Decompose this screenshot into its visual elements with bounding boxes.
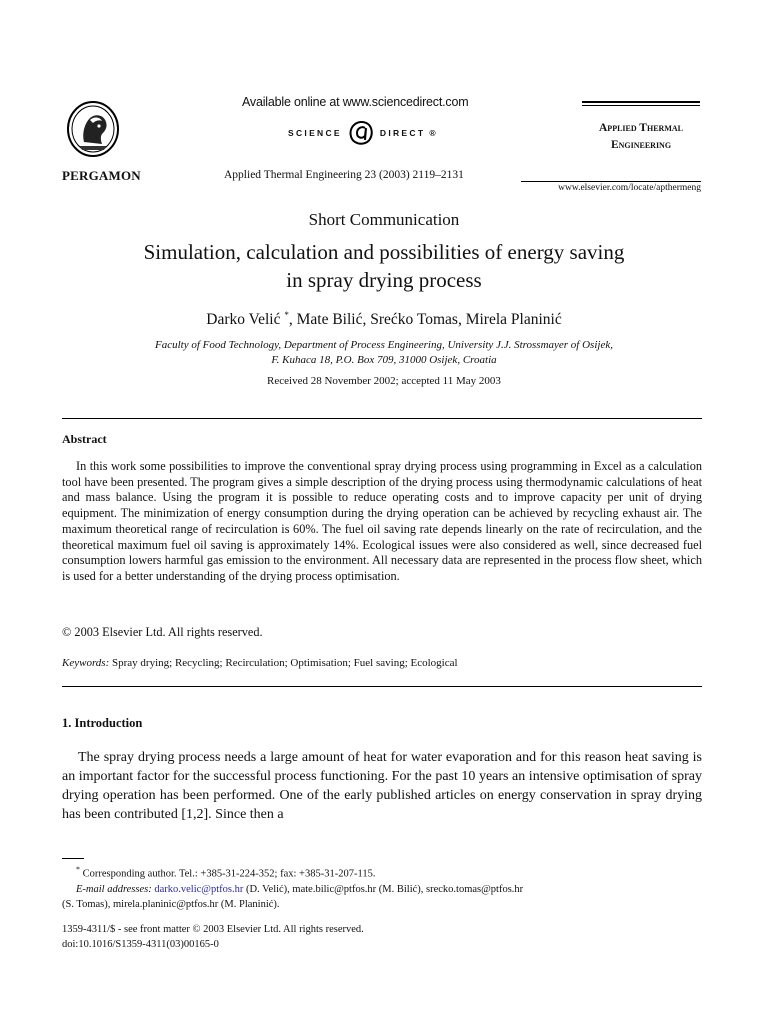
sciencedirect-at-icon [346, 118, 376, 148]
abstract-heading: Abstract [62, 432, 107, 446]
journal-url: www.elsevier.com/locate/apthermeng [558, 183, 701, 193]
publisher-name: PERGAMON [62, 168, 141, 183]
section-heading-introduction: 1. Introduction [62, 716, 143, 730]
sciencedirect-word-science: SCIENCE [288, 128, 342, 138]
email-list-rest: (D. Velić), mate.bilic@ptfos.hr (M. Bilić), srecko.tomas@ptfos.hr [243, 883, 524, 895]
sciencedirect-word-direct: DIRECT [379, 128, 426, 138]
abstract-body [62, 459, 702, 585]
other-authors: , Mate Bilić, Srećko Tomas, Mirela Planinić [288, 311, 562, 329]
introduction-body [62, 748, 702, 824]
author-list [0, 310, 768, 329]
abstract-rule-top [62, 418, 702, 419]
sciencedirect-availability: Available online at www.sciencedirect.com [242, 95, 469, 109]
received-dates: Received 28 November 2002; accepted 11 May 2003 [267, 375, 501, 387]
title-line2: in spray drying process [286, 268, 482, 292]
affiliation-line2: F. Kuhaca 18, P.O. Box 709, 31000 Osijek, Croatia [271, 354, 497, 366]
journal-citation: Applied Thermal Engineering 23 (2003) 2119–2131 [224, 169, 464, 181]
footnote-rule [62, 858, 84, 859]
corresponding-mark[interactable]: * [284, 310, 289, 320]
article-title [60, 238, 708, 294]
abstract-text: In this work some possibilities to improve the conventional spray drying process using programming in Excel as a calculation tool have been presented. The program gives a simple description of the drying process using thermodynamic calculations of heat and mass balance. Using the program it is possible to reduce operating costs and to improve capacity per unit of drying equipment. The minimization of energy consumption during the drying operation can be achieved by recycling exhaust air. The maximum theoretical range of recirculation is 60%. The fuel oil saving rate depends linearly on the rate of recirculation, and the theoretical maximum fuel oil saving is approximately 14%. Ecological issues were also considered as well, since decreased fuel consumption lowers harmful gas emission to the environment. All necessary data are represented in the process flow sheet, which is used for a better understanding of the drying process optimisation. [62, 459, 702, 583]
journal-name [582, 120, 700, 154]
footnote-corresponding [62, 862, 702, 882]
issn-copyright: 1359-4311/$ - see front matter © 2003 Elsevier Ltd. All rights reserved. [62, 924, 364, 935]
corresponding-details: Corresponding author. Tel.: +385-31-224-352; fax: +385-31-207-115. [82, 868, 376, 880]
abstract-rule-bottom [62, 686, 702, 687]
journal-rule-bottom [521, 181, 701, 182]
author-corresponding: Darko Velić [206, 311, 281, 329]
front-matter [62, 922, 364, 952]
elsevier-emblem-logo [66, 100, 120, 158]
title-line1: Simulation, calculation and possibilities of energy saving [143, 240, 625, 264]
journal-name-line1: Applied Thermal [599, 122, 683, 134]
affiliation-line1: Faculty of Food Technology, Department of Process Engineering, University J.J. Strossmayer of Osijek, [155, 339, 613, 351]
footnote-emails-line2: (S. Tomas), mirela.planinic@ptfos.hr (M. Planinić). [62, 898, 280, 910]
email-label: E-mail addresses: [76, 883, 152, 895]
registered-mark: ® [429, 128, 436, 138]
footnote-emails [62, 882, 702, 897]
abstract-copyright: © 2003 Elsevier Ltd. All rights reserved. [62, 625, 263, 639]
keywords [62, 657, 458, 669]
footnote-mark: * [76, 865, 80, 874]
article-type: Short Communication [308, 210, 460, 229]
introduction-text: The spray drying process needs a large amount of heat for water evaporation and for this reason heat saving is an important factor for the successful process functioning. For the past 10 years an intensive optimisation of spray drying operation has been performed. One of the early published articles on energy conservation in spray drying has been contributed [1,2]. Since then a [62, 750, 702, 822]
keywords-label: Keywords: [62, 657, 110, 669]
journal-name-line2: Engineering [610, 139, 672, 151]
journal-rule-top [582, 101, 700, 103]
journal-rule-top-thin [582, 105, 700, 106]
email-link-velic[interactable]: darko.velic@ptfos.hr [154, 883, 244, 895]
footnote [62, 862, 702, 912]
keywords-list: Spray drying; Recycling; Recirculation; Optimisation; Fuel saving; Ecological [112, 657, 458, 669]
doi: doi:10.1016/S1359-4311(03)00165-0 [62, 939, 219, 950]
sciencedirect-logo [288, 118, 436, 148]
affiliation [60, 338, 708, 368]
